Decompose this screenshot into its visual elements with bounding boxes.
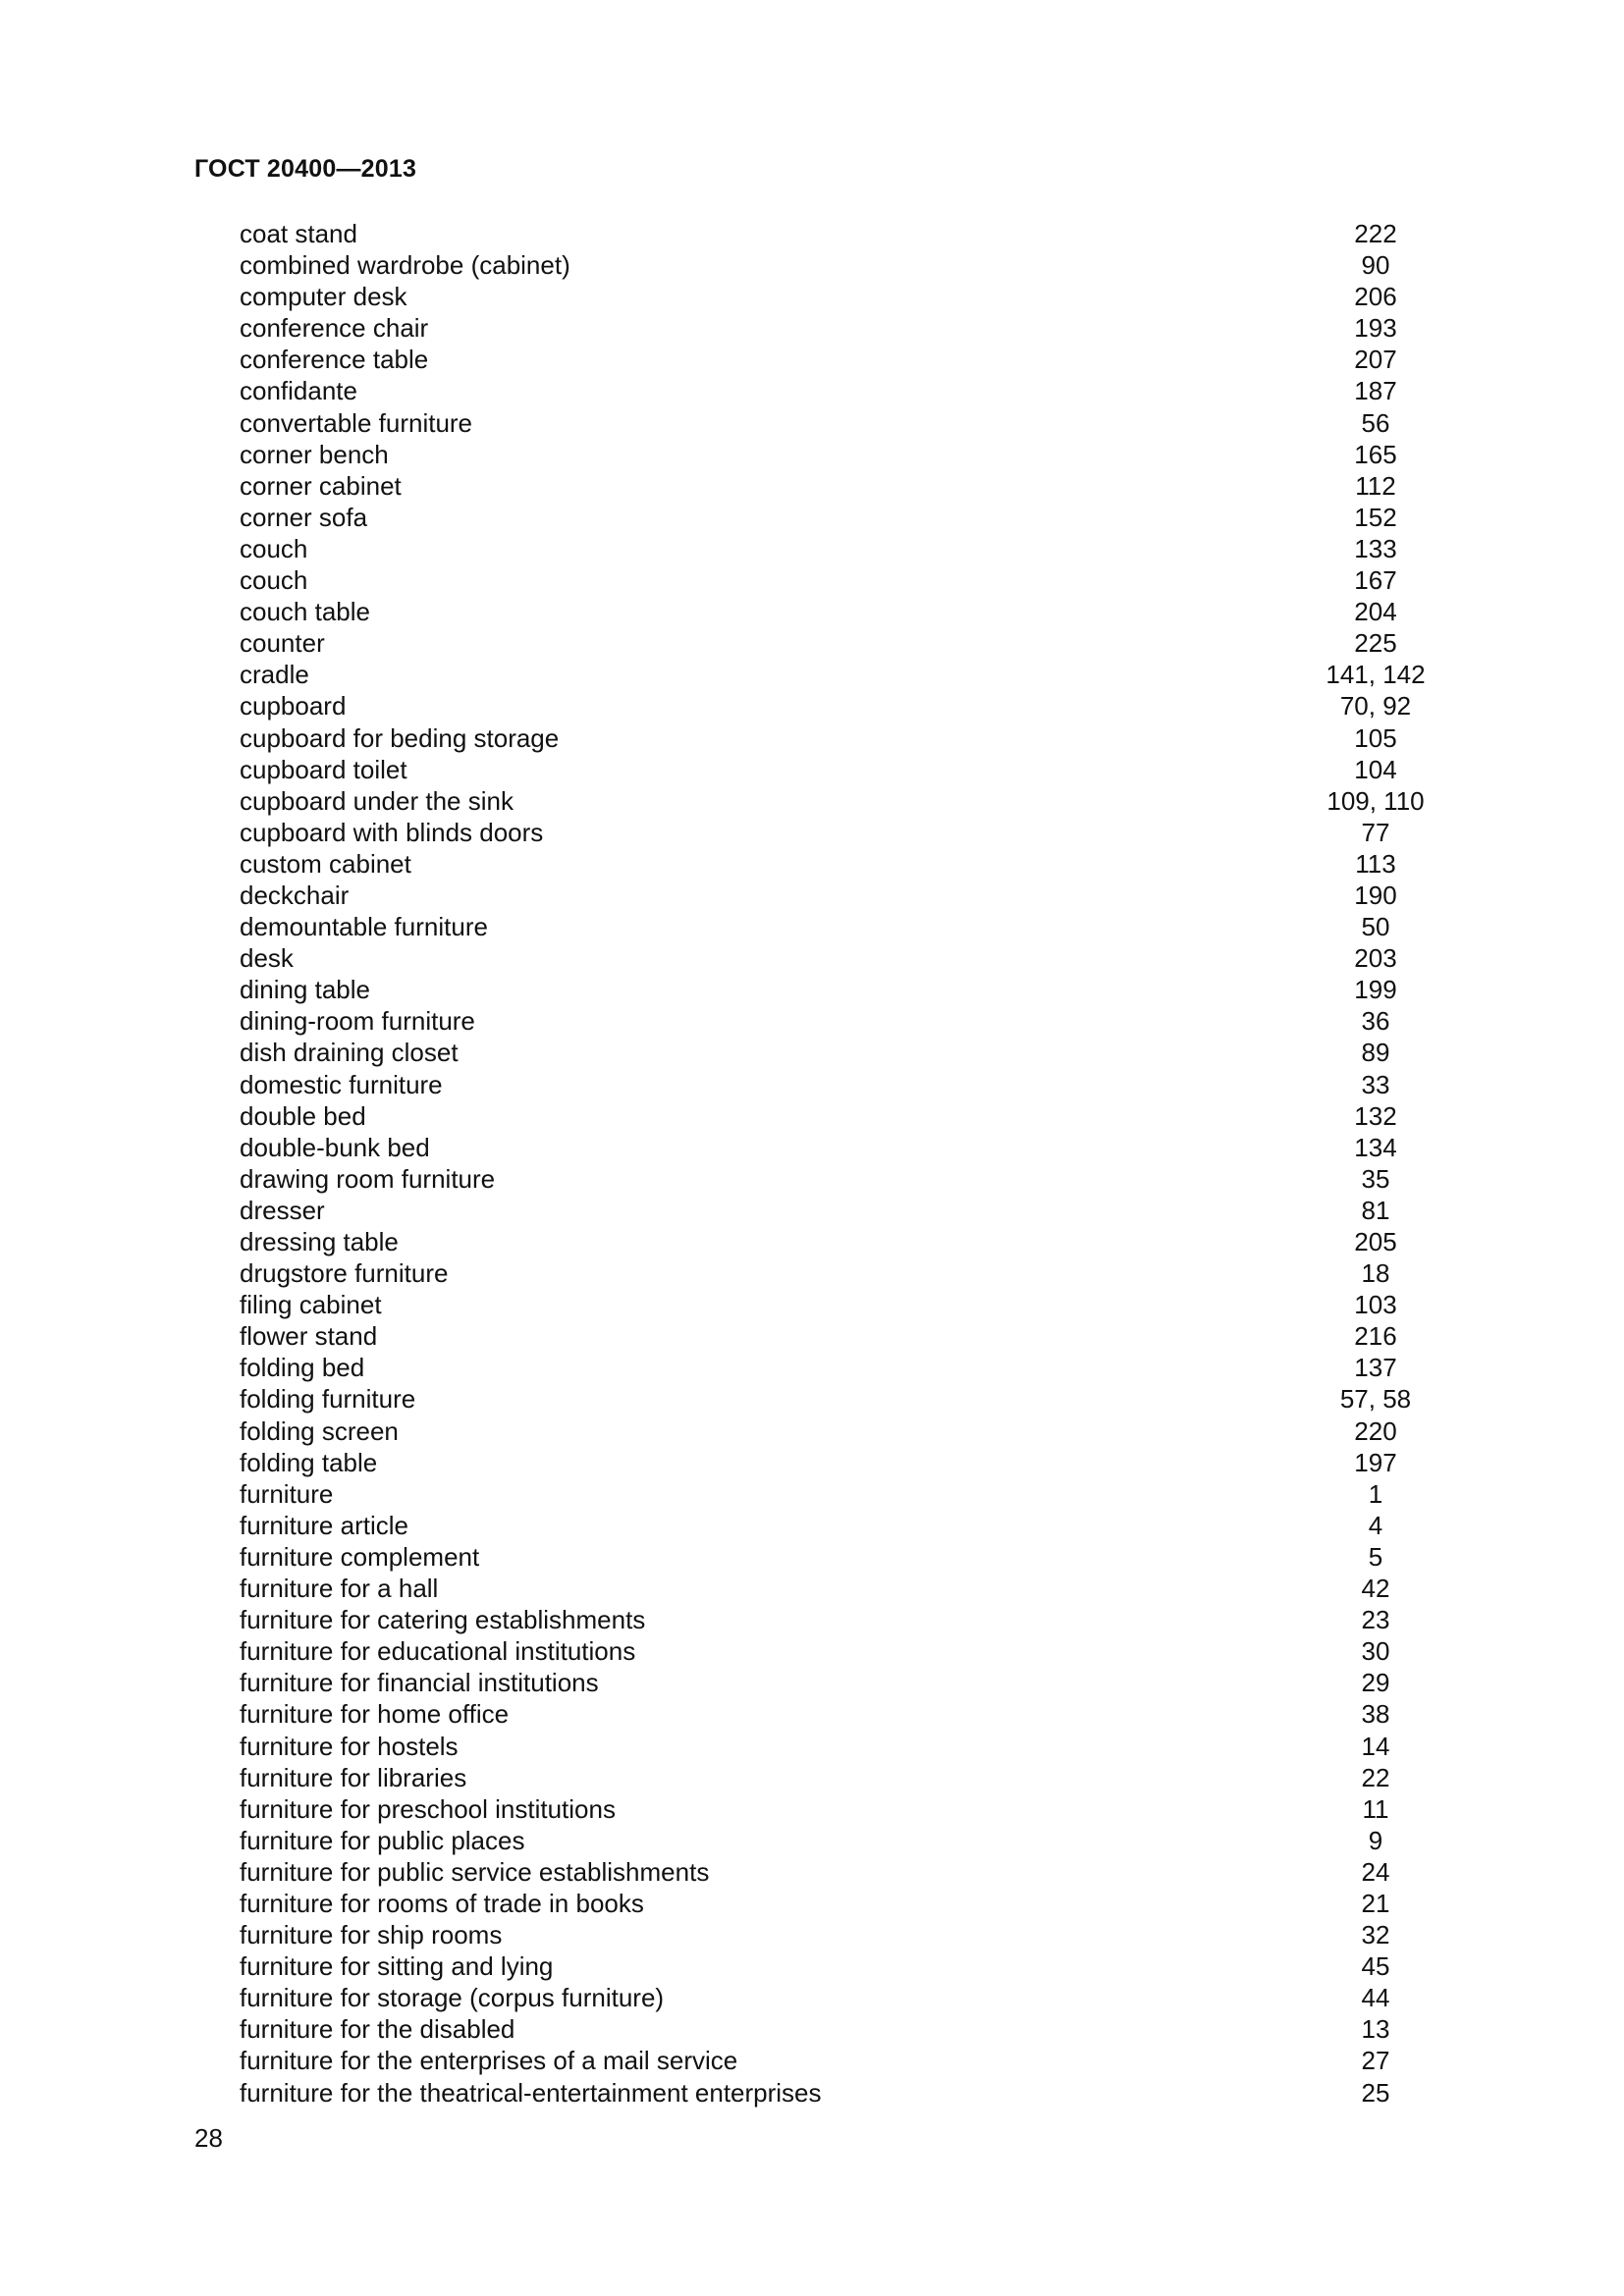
- index-entry: [0, 502, 1624, 533]
- index-entry: [0, 281, 1624, 312]
- index-term: folding bed: [240, 1353, 365, 1383]
- index-entry: [0, 1793, 1624, 1825]
- index-entry: [0, 627, 1624, 659]
- index-entry: [0, 1825, 1624, 1856]
- index-term-number: 113: [1355, 848, 1396, 879]
- index-term-number: 109, 110: [1326, 785, 1425, 816]
- index-entry: [0, 1731, 1624, 1762]
- index-entry: [0, 911, 1624, 942]
- index-term: cradle: [240, 660, 309, 690]
- index-term: corner cabinet: [240, 470, 402, 501]
- index-term: coat stand: [240, 219, 357, 248]
- index-term: furniture for a hall: [240, 1574, 439, 1604]
- index-term: dining-room furniture: [240, 1006, 475, 1037]
- index-term-number: 23: [1361, 1605, 1390, 1635]
- index-term-number: 56: [1361, 407, 1390, 438]
- index-entry: [0, 848, 1624, 880]
- index-term-number: 50: [1361, 912, 1390, 942]
- index-entry: [0, 785, 1624, 817]
- index-entry: [0, 1415, 1624, 1447]
- index-entry: [0, 2013, 1624, 2045]
- index-term: computer desk: [240, 282, 407, 312]
- index-term-number: 187: [1354, 376, 1397, 406]
- index-term-number: 105: [1354, 722, 1397, 753]
- index-term: furniture for the disabled: [240, 2014, 515, 2045]
- index-term: furniture for financial institutions: [240, 1668, 599, 1698]
- index-term-number: 190: [1354, 880, 1397, 910]
- index-term: custom cabinet: [240, 848, 411, 879]
- index-entry: [0, 754, 1624, 785]
- index-entry: [0, 1510, 1624, 1541]
- index-term: furniture for ship rooms: [240, 1920, 503, 1950]
- index-entry: [0, 1100, 1624, 1132]
- index-term-number: 27: [1361, 2046, 1390, 2076]
- index-term: furniture: [240, 1478, 334, 1509]
- index-entry: [0, 439, 1624, 470]
- index-term: cupboard with blinds doors: [240, 817, 544, 847]
- index-term: conference chair: [240, 313, 429, 344]
- index-term-number: 57, 58: [1339, 1384, 1412, 1415]
- index-term: convertable furniture: [240, 407, 473, 438]
- index-term-number: 36: [1361, 1006, 1390, 1037]
- index-entry: [0, 1005, 1624, 1037]
- index-entry: [0, 470, 1624, 502]
- index-entry: [0, 1069, 1624, 1100]
- index-term-number: 225: [1354, 628, 1397, 659]
- index-term: furniture for home office: [240, 1699, 510, 1730]
- index-term: furniture for educational institutions: [240, 1636, 636, 1667]
- index-entry: [0, 1698, 1624, 1730]
- index-entry: [0, 817, 1624, 848]
- index-term-number: 90: [1361, 250, 1390, 281]
- document-header: ГОСТ 20400—2013: [194, 155, 417, 183]
- index-term-number: 199: [1354, 975, 1397, 1005]
- index-term: corner sofa: [240, 502, 368, 532]
- index-term-number: 22: [1361, 1762, 1390, 1792]
- index-term: folding table: [240, 1447, 378, 1477]
- index-term-number: 5: [1368, 1541, 1383, 1572]
- index-entry: [0, 1982, 1624, 2013]
- index-entry: [0, 533, 1624, 564]
- index-term: conference table: [240, 345, 429, 375]
- index-term: furniture for public places: [240, 1825, 525, 1855]
- index-term-number: 167: [1354, 565, 1397, 596]
- index-term: cupboard toilet: [240, 754, 407, 784]
- index-entry: [0, 1856, 1624, 1888]
- index-term-number: 70, 92: [1339, 691, 1412, 721]
- index-term-number: 13: [1361, 2014, 1390, 2045]
- index-term-number: 205: [1354, 1227, 1397, 1256]
- index-term-number: 18: [1361, 1258, 1390, 1289]
- index-term: cupboard: [240, 691, 347, 721]
- index-term-number: 104: [1354, 754, 1397, 784]
- index-term-number: 207: [1354, 345, 1397, 375]
- index-entry: [0, 1478, 1624, 1510]
- index-term-number: 42: [1361, 1574, 1390, 1604]
- index-term-number: 152: [1354, 502, 1397, 532]
- index-term: cupboard under the sink: [240, 785, 514, 816]
- index-term: flower stand: [240, 1321, 378, 1352]
- index-term: domestic furniture: [240, 1069, 443, 1099]
- index-term: double-bunk bed: [240, 1132, 430, 1162]
- index-term: furniture for hostels: [240, 1731, 459, 1761]
- index-entry: [0, 218, 1624, 249]
- index-term: corner bench: [240, 439, 389, 469]
- index-entry: [0, 1888, 1624, 1919]
- index-term: furniture for sitting and lying: [240, 1951, 554, 1982]
- index-term-number: 134: [1354, 1132, 1397, 1162]
- index-term-number: 132: [1354, 1100, 1397, 1131]
- index-entry: [0, 722, 1624, 754]
- page-number: 28: [194, 2123, 223, 2153]
- index-term: counter: [240, 628, 325, 659]
- index-entry: [0, 1037, 1624, 1068]
- index-term-number: 206: [1354, 282, 1397, 312]
- index-term: furniture for the enterprises of a mail service: [240, 2046, 738, 2076]
- index-term: filing cabinet: [240, 1290, 382, 1320]
- index-entry: [0, 1289, 1624, 1320]
- index-term: cupboard for beding storage: [240, 722, 560, 753]
- index-term-number: 33: [1361, 1069, 1390, 1099]
- term-index-list: [0, 218, 1624, 2109]
- index-term-number: 103: [1354, 1290, 1397, 1320]
- index-term-number: 21: [1361, 1888, 1390, 1918]
- index-entry: [0, 1447, 1624, 1478]
- index-term: furniture for the theatrical-entertainment enterprises: [240, 2077, 822, 2108]
- index-entry: [0, 1320, 1624, 1352]
- index-term-number: 89: [1361, 1038, 1390, 1068]
- index-entry: [0, 1667, 1624, 1698]
- index-term-number: 14: [1361, 1731, 1390, 1761]
- index-term: couch: [240, 565, 308, 596]
- index-term: confidante: [240, 376, 357, 406]
- index-entry: [0, 659, 1624, 690]
- index-term: furniture for preschool institutions: [240, 1793, 616, 1824]
- index-entry: [0, 1226, 1624, 1257]
- index-entry: [0, 1163, 1624, 1195]
- index-term-number: 35: [1361, 1163, 1390, 1194]
- index-entry: [0, 880, 1624, 911]
- index-term-number: 25: [1361, 2077, 1390, 2108]
- index-term: drawing room furniture: [240, 1163, 496, 1194]
- index-term: furniture for libraries: [240, 1762, 467, 1792]
- index-term-number: 38: [1361, 1699, 1390, 1730]
- index-entry: [0, 1919, 1624, 1950]
- index-term-number: 165: [1354, 439, 1397, 469]
- index-term-number: 9: [1368, 1825, 1383, 1855]
- index-term-number: 1: [1368, 1478, 1383, 1509]
- index-entry: [0, 596, 1624, 627]
- index-entry: [0, 407, 1624, 439]
- index-term: couch table: [240, 597, 370, 627]
- index-entry: [0, 1383, 1624, 1415]
- index-term-number: 203: [1354, 943, 1397, 974]
- index-term: desk: [240, 943, 294, 974]
- index-entry: [0, 1950, 1624, 1982]
- index-term-number: 220: [1354, 1415, 1397, 1446]
- index-entry: [0, 2077, 1624, 2109]
- index-term-number: 133: [1354, 533, 1397, 563]
- index-term-number: 24: [1361, 1856, 1390, 1887]
- index-term-number: 137: [1354, 1353, 1397, 1383]
- index-entry: [0, 1352, 1624, 1383]
- index-term-number: 112: [1355, 470, 1396, 501]
- index-entry: [0, 974, 1624, 1005]
- index-term-number: 32: [1361, 1920, 1390, 1950]
- index-entry: [0, 1604, 1624, 1635]
- index-term: dish draining closet: [240, 1038, 459, 1068]
- index-entry: [0, 375, 1624, 406]
- index-term-number: 29: [1361, 1668, 1390, 1698]
- index-entry: [0, 1635, 1624, 1667]
- index-term-number: 11: [1362, 1793, 1389, 1824]
- index-term: furniture for storage (corpus furniture): [240, 1983, 665, 2013]
- index-term-number: 45: [1361, 1951, 1390, 1982]
- index-term: folding furniture: [240, 1384, 416, 1415]
- index-term: dresser: [240, 1195, 325, 1225]
- index-entry: [0, 1257, 1624, 1289]
- index-entry: [0, 1573, 1624, 1604]
- index-entry: [0, 1762, 1624, 1793]
- index-term: furniture complement: [240, 1541, 480, 1572]
- index-term-number: 4: [1368, 1510, 1383, 1540]
- index-entry: [0, 249, 1624, 281]
- index-term-number: 204: [1354, 597, 1397, 627]
- index-entry: [0, 344, 1624, 375]
- index-term: drugstore furniture: [240, 1258, 449, 1289]
- index-term-number: 81: [1361, 1195, 1390, 1225]
- index-term: combined wardrobe (cabinet): [240, 250, 570, 281]
- index-term: demountable furniture: [240, 912, 488, 942]
- index-term: furniture article: [240, 1510, 408, 1540]
- index-term: double bed: [240, 1100, 366, 1131]
- index-entry: [0, 1132, 1624, 1163]
- index-term: furniture for public service establishments: [240, 1856, 710, 1887]
- index-entry: [0, 942, 1624, 974]
- index-term-number: 222: [1354, 219, 1397, 248]
- index-entry: [0, 2045, 1624, 2076]
- index-entry: [0, 1541, 1624, 1573]
- index-term-number: 193: [1354, 313, 1397, 344]
- index-term-number: 216: [1354, 1321, 1397, 1352]
- index-term: couch: [240, 533, 308, 563]
- index-term-number: 30: [1361, 1636, 1390, 1667]
- index-entry: [0, 1195, 1624, 1226]
- index-term-number: 197: [1354, 1447, 1397, 1477]
- index-term-number: 44: [1361, 1983, 1390, 2013]
- index-term: dining table: [240, 975, 370, 1005]
- index-entry: [0, 690, 1624, 721]
- index-term: deckchair: [240, 880, 350, 910]
- index-entry: [0, 312, 1624, 344]
- index-term: furniture for catering establishments: [240, 1605, 646, 1635]
- index-term-number: 77: [1361, 817, 1390, 847]
- index-term: folding screen: [240, 1415, 399, 1446]
- index-entry: [0, 564, 1624, 596]
- index-term: dressing table: [240, 1227, 399, 1256]
- index-term: furniture for rooms of trade in books: [240, 1888, 644, 1918]
- index-term-number: 141, 142: [1326, 660, 1426, 690]
